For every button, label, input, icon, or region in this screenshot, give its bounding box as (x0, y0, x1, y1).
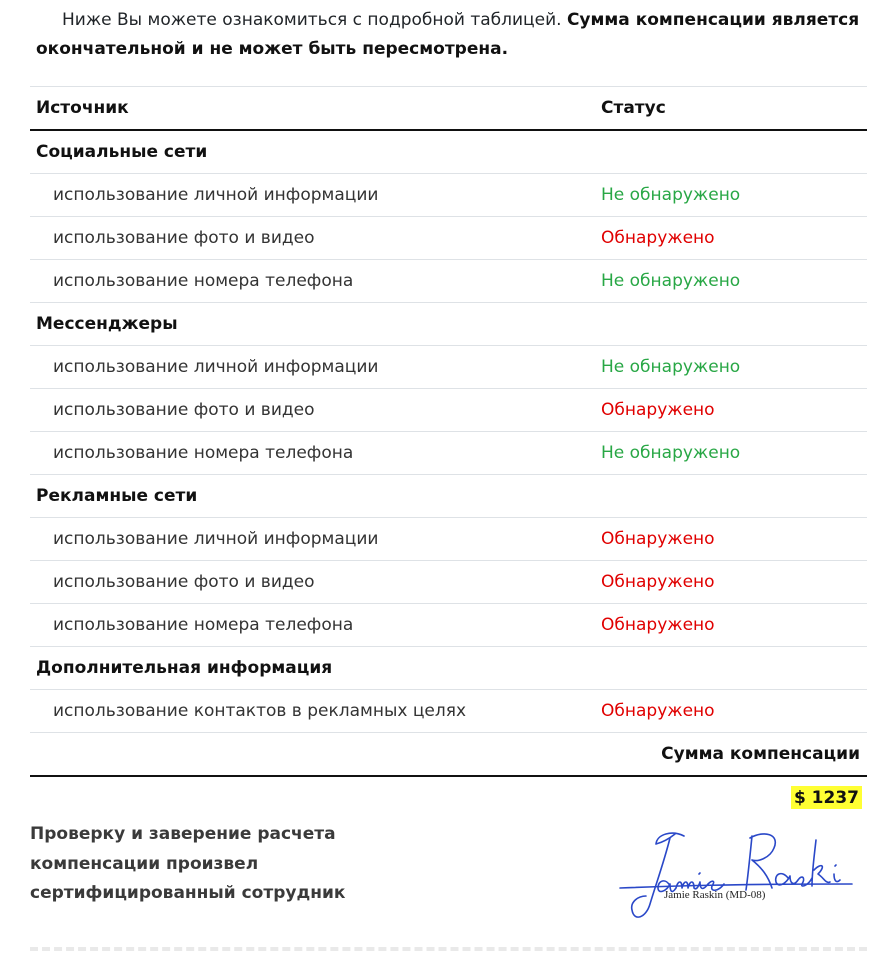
group-status-empty (601, 475, 867, 518)
status-cell: Обнаружено (601, 518, 867, 561)
status-cell: Не обнаружено (601, 174, 867, 217)
table-row (30, 518, 867, 561)
group-row (30, 303, 867, 346)
table-row (30, 217, 867, 260)
table-row (30, 561, 867, 604)
dashed-divider (30, 947, 867, 951)
group-row (30, 130, 867, 174)
source-cell: использование личной информации (30, 346, 601, 389)
certification-text: Проверку и заверение расчета компенсации произвел сертифицированный сотрудник (30, 824, 346, 903)
intro-text: Ниже Вы можете ознакомиться с подробной таблицей. (62, 10, 562, 30)
compensation-amount: $ 1237 (791, 786, 862, 809)
total-row (30, 733, 867, 777)
group-title: Дополнительная информация (30, 647, 601, 690)
source-cell: использование личной информации (30, 518, 601, 561)
table-row (30, 346, 867, 389)
status-cell: Обнаружено (601, 690, 867, 733)
table-row (30, 432, 867, 475)
table-row (30, 260, 867, 303)
group-status-empty (601, 130, 867, 174)
status-cell: Обнаружено (601, 604, 867, 647)
table-row (30, 604, 867, 647)
signature-caption: Jamie Raskin (MD-08) (664, 889, 766, 901)
status-cell: Обнаружено (601, 561, 867, 604)
status-cell: Не обнаружено (601, 432, 867, 475)
source-cell: использование личной информации (30, 174, 601, 217)
status-cell: Обнаружено (601, 217, 867, 260)
table-row (30, 389, 867, 432)
group-status-empty (601, 303, 867, 346)
source-cell: использование фото и видео (30, 389, 601, 432)
group-row (30, 475, 867, 518)
status-cell: Не обнаружено (601, 346, 867, 389)
header-source: Источник (30, 87, 601, 131)
source-cell: использование фото и видео (30, 561, 601, 604)
table-row (30, 174, 867, 217)
source-cell: использование номера телефона (30, 260, 601, 303)
group-status-empty (601, 647, 867, 690)
table-row (30, 690, 867, 733)
status-cell: Обнаружено (601, 389, 867, 432)
group-row (30, 647, 867, 690)
intro-bold-text: Сумма компенсации является окончательной и не может быть пересмотрена. (36, 10, 860, 59)
header-status: Статус (601, 87, 867, 131)
group-title: Рекламные сети (30, 475, 601, 518)
group-title: Социальные сети (30, 130, 601, 174)
table-header-row (30, 87, 867, 131)
source-cell: использование номера телефона (30, 604, 601, 647)
table-body (30, 130, 867, 776)
compensation-table (30, 86, 867, 777)
group-title: Мессенджеры (30, 303, 601, 346)
total-label: Сумма компенсации (30, 733, 867, 777)
signature-image (612, 822, 867, 927)
intro-paragraph (36, 6, 866, 64)
source-cell: использование контактов в рекламных целях (30, 690, 601, 733)
source-cell: использование фото и видео (30, 217, 601, 260)
source-cell: использование номера телефона (30, 432, 601, 475)
status-cell: Не обнаружено (601, 260, 867, 303)
